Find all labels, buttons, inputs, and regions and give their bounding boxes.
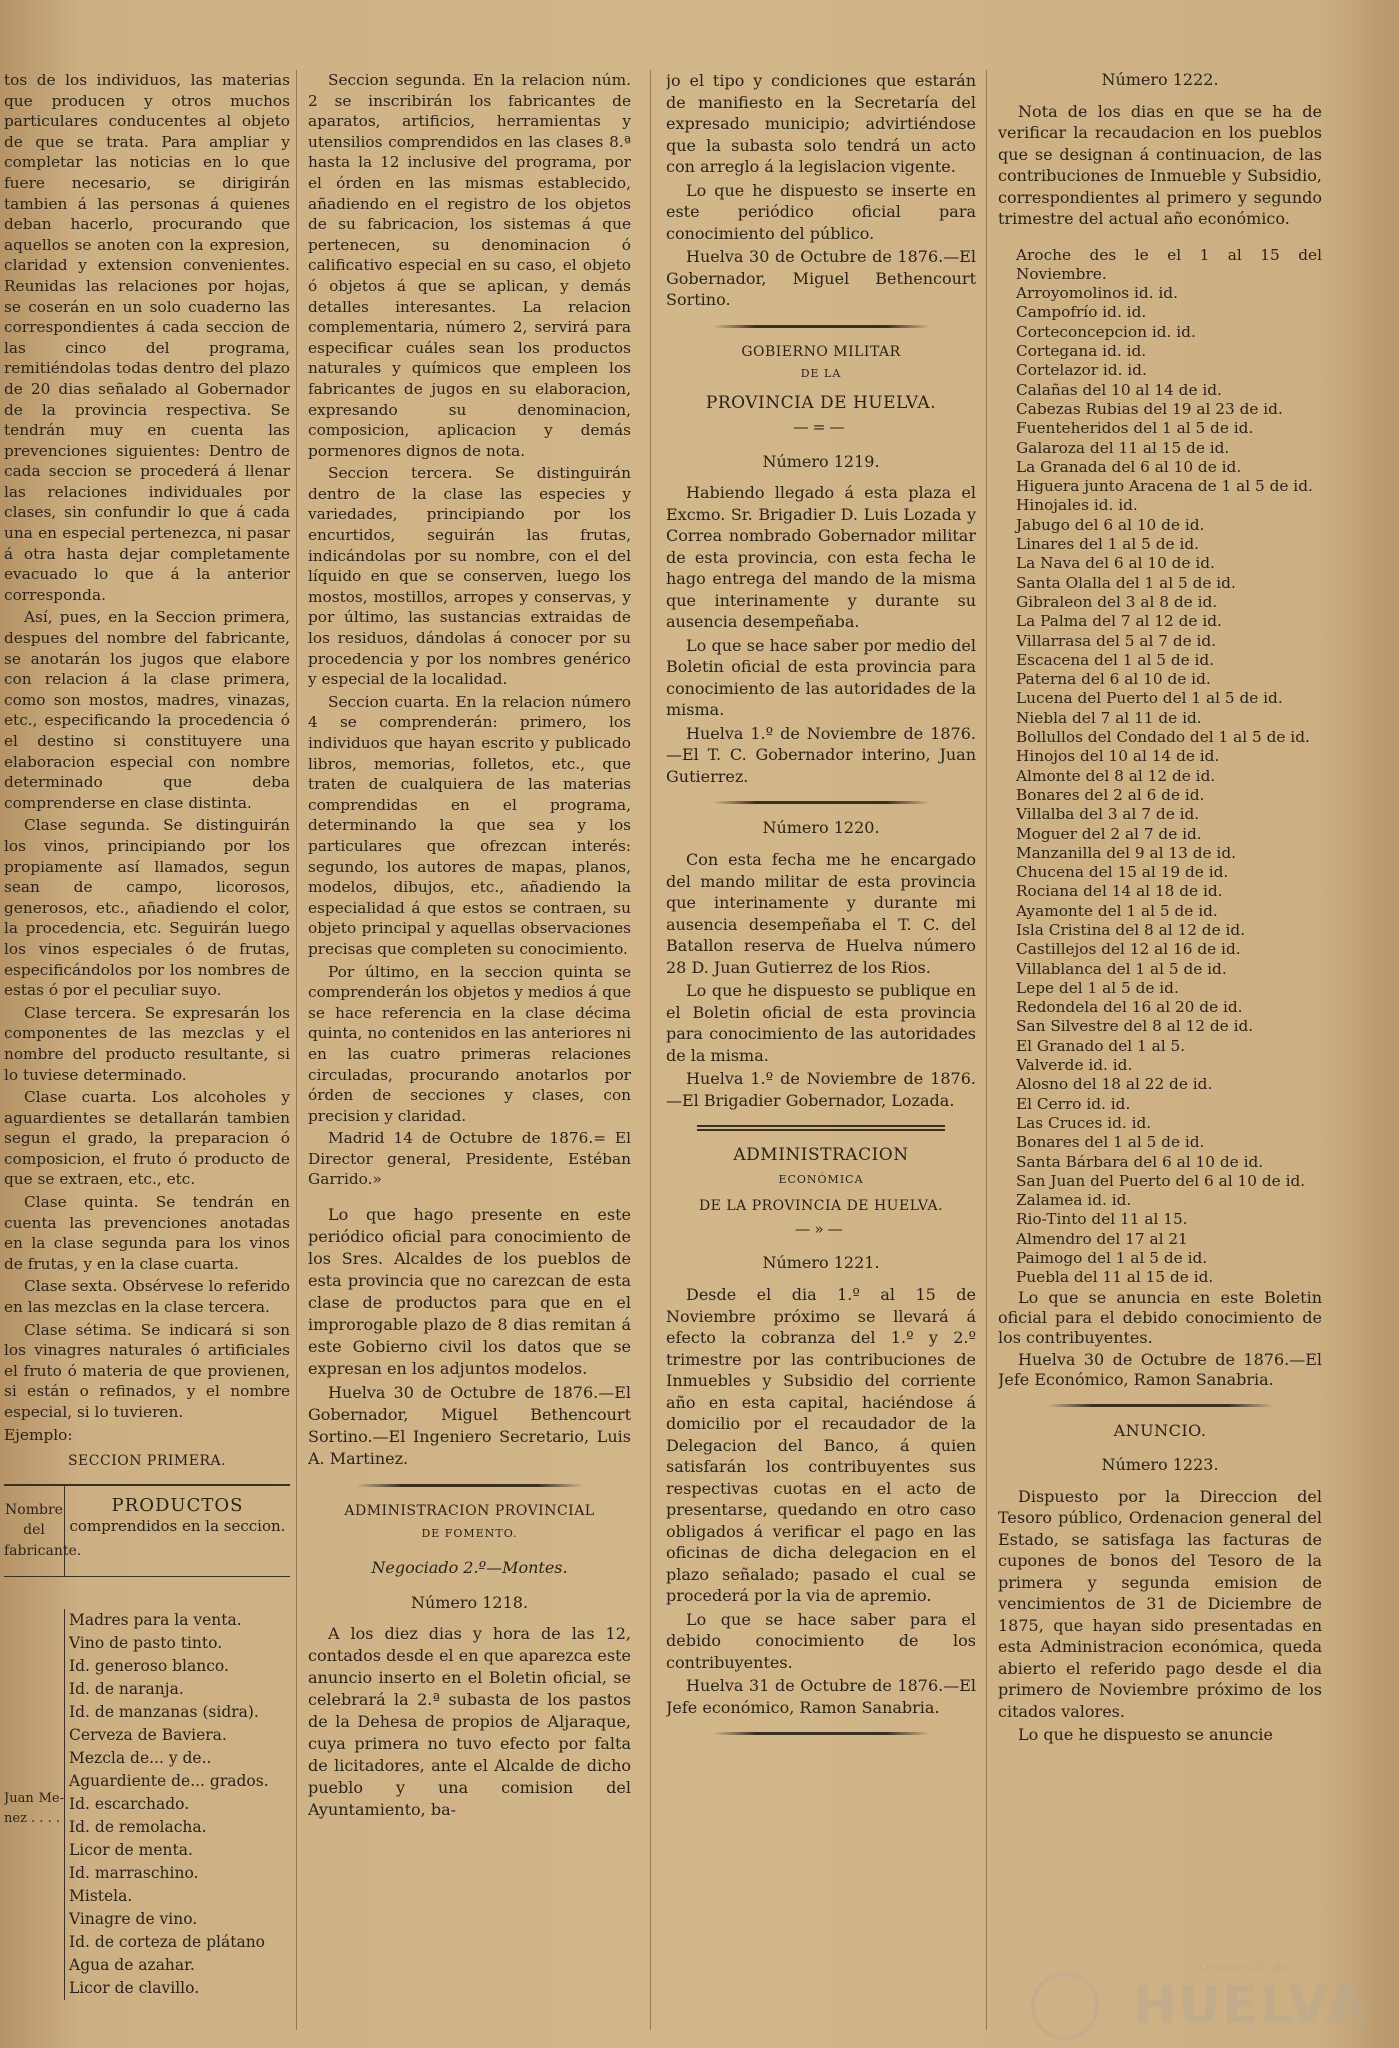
paragraph: Seccion segunda. En la relacion núm. 2 se inscribirán los fabricantes de aparatos, artificios, herramientas y utensilios comprendidos en las clases 8.ª hasta la 12 inclusive del programa, por el órden en las mismas establecido, añadiendo en el registro de los objetos de su fabricacion, los sistemas á que pertenecen, su denominacion ó calificativo especial en su caso, el objeto ó objetos á que se aplican, y demás detalles interesantes. La relacion complementaria, número 2, servirá para especificar cuáles sean los productos naturales y químicos que empleen los fabricantes de jugos en su elaboracion, expresando su denominacion, composicion, aplicacion y demás pormenores dignos de nota. <box>308 71 631 460</box>
table-cell-fabricante: Juan Me- nez . . . . <box>4 1790 64 1827</box>
table-header-fabricante: Nombre del fabricante. <box>4 1486 65 1576</box>
town-item: Bonares del 2 al 6 de id. <box>1016 785 1205 804</box>
table-header-subtitle: comprendidos en la seccion. <box>69 1517 286 1536</box>
town-item: Bonares del 1 al 5 de id. <box>1016 1133 1205 1152</box>
heading-fomento: DE FOMENTO. <box>421 1526 518 1540</box>
town-item: Lepe del 1 al 5 de id. <box>1016 978 1179 997</box>
towns-list <box>998 246 1322 1288</box>
heading-provincia: PROVINCIA DE HUELVA. <box>705 392 937 413</box>
town-item: Paterna del 6 al 10 de id. <box>1016 670 1211 689</box>
town-item: Corteconcepcion id. id. <box>1016 322 1196 341</box>
town-item: Almonte del 8 al 12 de id. <box>1016 766 1216 785</box>
town-item: Hinojos del 10 al 14 de id. <box>1016 747 1220 766</box>
town-item: Paimogo del 1 al 5 de id. <box>1016 1249 1208 1268</box>
watermark-logo: HUELVA <box>1132 1976 1369 2036</box>
product-item: Id. de naranja. <box>69 1679 184 1698</box>
town-item: Isla Cristina del 8 al 12 de id. <box>1016 920 1246 939</box>
paragraph: Madrid 14 de Octubre de 1876.= El Director general, Presidente, Estéban Garrido.» <box>308 1129 631 1189</box>
number-1221: Número 1221. <box>762 1253 880 1273</box>
town-item: Santa Olalla del 1 al 5 de id. <box>1016 573 1236 592</box>
product-item: Id. marraschino. <box>69 1863 199 1882</box>
town-item: Manzanilla del 9 al 13 de id. <box>1016 843 1236 862</box>
town-item: Las Cruces id. id. <box>1016 1113 1152 1132</box>
paragraph: Clase sétima. Se indicará si son los vinagres naturales ó artificiales el fruto ó materia de que provienen, si están o refinados, y el nombre especial, si lo tuvieren. <box>4 1320 290 1421</box>
town-item: Castillejos del 12 al 16 de id. <box>1016 940 1241 959</box>
town-item: La Palma del 7 al 12 de id. <box>1016 612 1222 631</box>
town-item: Redondela del 16 al 20 de id. <box>1016 998 1243 1017</box>
product-item: Madres para la venta. <box>69 1610 242 1629</box>
paragraph: Ejemplo: <box>4 1425 73 1444</box>
paragraph: Huelva 31 de Octubre de 1876.—El Jefe económico, Ramon Sanabria. <box>666 1676 976 1717</box>
product-item: Id. generoso blanco. <box>69 1656 229 1675</box>
divider-rule <box>713 801 930 804</box>
town-item: Jabugo del 6 al 10 de id. <box>1016 515 1205 534</box>
town-item: Arroyomolinos id. id. <box>1016 284 1178 303</box>
town-item: Calañas del 10 al 14 de id. <box>1016 380 1222 399</box>
town-item: La Granada del 6 al 10 de id. <box>1016 457 1242 476</box>
town-item: Aroche des le el 1 al 15 del Noviembre. <box>1016 245 1322 283</box>
paragraph: Huelva 30 de Octubre de 1876.—El Gobernador, Miguel Bethencourt Sortino.—El Ingeniero Secretario, Luis A. Martinez. <box>308 1383 631 1469</box>
paragraph: Lo que se hace saber para el debido conocimiento de los contribuyentes. <box>666 1609 976 1672</box>
paragraph: Lo que hago presente en este periódico oficial para conocimiento de los Sres. Alcaldes de los pueblos de esta provincia que no carezcan de esta clase de productos para que en el improrogable plazo de 8 dias remitan á este Gobierno civil los datos que se expresan en los adjuntos modelos. <box>308 1205 631 1379</box>
product-item: Id. de corteza de plátano <box>69 1932 266 1951</box>
paragraph: jo el tipo y condiciones que estarán de manifiesto en la Secretaría del expresado municipio; advirtiéndose que la subasta solo tendrá un acto con arreglo á la legislacion vigente. <box>666 71 976 176</box>
product-item: Mezcla de... y de.. <box>69 1748 212 1767</box>
heading-anuncio: ANUNCIO. <box>1113 1420 1207 1440</box>
number-1222: Número 1222. <box>1101 70 1219 89</box>
town-item: Campofrío id. id. <box>1016 303 1147 322</box>
product-item: Vino de pasto tinto. <box>69 1633 223 1652</box>
column-3 <box>666 70 976 2030</box>
heading-de-la: DE LA <box>800 367 842 381</box>
town-item: Higuera junto Aracena de 1 al 5 de id. <box>1016 477 1313 496</box>
divider-rule <box>713 1732 930 1735</box>
town-item: Villalba del 3 al 7 de id. <box>1016 805 1200 824</box>
town-item: San Silvestre del 8 al 12 de id. <box>1016 1017 1254 1036</box>
heading-negociado: Negociado 2.º—Montes. <box>371 1558 568 1578</box>
product-item: Id. de manzanas (sidra). <box>69 1702 259 1721</box>
paragraph: Nota de los dias en que se ha de verificar la recaudacion en los pueblos que se designan á continuacion, de las contribuciones de Inmueble y Subsidio, correspondientes al primero y segundo trimestre del actual año económico. <box>998 101 1322 229</box>
paragraph: Lo que se hace saber por medio del Boletin oficial de esta provincia para conocimiento de las autoridades de la misma. <box>666 635 976 720</box>
table-header-title: PRODUCTOS <box>111 1494 244 1516</box>
product-item: Mistela. <box>69 1886 133 1905</box>
number-1223: Número 1223. <box>1101 1455 1219 1475</box>
town-item: Alosno del 18 al 22 de id. <box>1016 1075 1213 1094</box>
town-item: Gibraleon del 3 al 8 de id. <box>1016 592 1218 611</box>
paragraph: Seccion tercera. Se distinguirán dentro de la clase las especies y variedades, principiando por los encurtidos, seguirán las frutas, indicándolas por su nombre, con el del líquido en que se conserven, luego los mostos, mostillos, arropes y conservas, y por último, las sustancias extraidas de los residuos, dándolas á conocer por su procedencia y por los nombres genérico y especial de la localidad. <box>308 464 631 689</box>
town-item: Hinojales id. id. <box>1016 496 1138 515</box>
paragraph: Clase segunda. Se distinguirán los vinos, principiando por los propiamente así llamados, segun sean de campo, licorosos, generosos, etc., añadiendo el color, la procedencia, etc. Seguirán luego los vinos especiales ó de frutas, especificándolos por los nombres de estas ó por el peculiar suyo. <box>4 816 290 1000</box>
town-item: Villarrasa del 5 al 7 de id. <box>1016 631 1217 650</box>
watermark-seal <box>1031 1972 1099 2040</box>
town-item: Chucena del 15 al 19 de id. <box>1016 863 1229 882</box>
town-item: Villablanca del 1 al 5 de id. <box>1016 959 1227 978</box>
town-item: El Granado del 1 al 5. <box>1016 1036 1186 1055</box>
town-item: Rio-Tinto del 11 al 15. <box>1016 1210 1188 1229</box>
product-item: Vinagre de vino. <box>69 1909 198 1928</box>
town-item: Cortegana id. id. <box>1016 342 1147 361</box>
town-item: Escacena del 1 al 5 de id. <box>1016 650 1215 669</box>
paragraph: Lo que he dispuesto se inserte en este periódico oficial para conocimiento del público. <box>666 180 976 243</box>
ornament: —»— <box>795 1219 847 1238</box>
paragraph: Lo que he dispuesto se publique en el Boletin oficial de esta provincia para conocimiento de las autoridades de la misma. <box>666 981 976 1065</box>
divider-rule <box>1047 1404 1274 1407</box>
paragraph: Huelva 1.º de Noviembre de 1876.—El Brigadier Gobernador, Lozada. <box>666 1069 976 1110</box>
column-1 <box>4 70 290 2030</box>
paragraph: Seccion cuarta. En la relacion número 4 se comprenderán: primero, los individuos que hayan escrito y publicado libros, memorias, folletos, etc., que traten de cualquiera de las materias comprendidas en el programa, determinando la que sea y los particulares que ofrezcan interés: segundo, los autores de mapas, planos, modelos, dibujos, etc., añadiendo la especialidad á que estos se contraen, su objeto principal y aquellas observaciones precisas que completen su conocimiento. <box>308 692 631 958</box>
product-item: Id. de remolacha. <box>69 1817 207 1836</box>
town-item: Zalamea id. id. <box>1016 1191 1132 1210</box>
table-body <box>4 1609 290 2000</box>
town-item: Ayamonte del 1 al 5 de id. <box>1016 901 1218 920</box>
number-1220: Número 1220. <box>762 818 880 838</box>
divider-rule <box>697 1125 945 1131</box>
heading-administracion: ADMINISTRACION <box>733 1145 909 1166</box>
town-item: Linares del 1 al 5 de id. <box>1016 535 1200 554</box>
divider-rule <box>356 1484 582 1487</box>
town-item: La Nava del 6 al 10 de id. <box>1016 554 1215 573</box>
product-item: Cerveza de Baviera. <box>69 1725 227 1744</box>
table-header <box>4 1486 290 1577</box>
town-item: Puebla del 11 al 15 de id. <box>1016 1268 1214 1287</box>
column-divider <box>296 70 297 2030</box>
paragraph: Clase sexta. Obsérvese lo referido en las mezclas en la clase tercera. <box>4 1277 290 1317</box>
paragraph: Lo que se anuncia en este Boletin oficial para el debido conocimiento de los contribuyentes. <box>998 1287 1322 1347</box>
town-item: Moguer del 2 al 7 de id. <box>1016 824 1202 843</box>
paragraph: Desde el dia 1.º al 15 de Noviembre próximo se llevará á efecto la cobranza del 1.º y 2.º trimestre por las contribuciones de Inmuebles y Subsidio del corriente año en esta capital, haciéndose á domicilio por el recaudador de la Delegacion del Banco, á quien satisfarán los contribuyentes sus respectivas cuotas en el acto de presentarse, quedando en otro caso obligados á verificar el pago en las oficinas de dicha delegacion en el plazo señalado; pasado el cual se procederá por la via de apremio. <box>666 1285 976 1606</box>
table-header-productos <box>65 1486 290 1576</box>
town-item: Santa Bárbara del 6 al 10 de id. <box>1016 1152 1264 1171</box>
paragraph: Por último, en la seccion quinta se comprenderán los objetos y medios á que se hace referencia en la clase décima quinta, no contenidos en las anteriores ni en las cuatro primeras relaciones circuladas, procurando anotarlos por órden de secciones y clases, con precision y claridad. <box>308 962 631 1125</box>
product-item: Licor de clavillo. <box>69 1978 200 1997</box>
ornament: —=— <box>793 418 849 437</box>
product-item: Agua de azahar. <box>69 1955 195 1974</box>
paragraph: Huelva 30 de Octubre de 1876.—El Jefe Económico, Ramon Sanabria. <box>998 1349 1322 1389</box>
paragraph: A los diez dias y hora de las 12, contados desde el en que aparezca este anuncio inserto en el Boletin oficial, se celebrará la 2.ª subasta de los pastos de la Dehesa de propios de Aljaraque, cuya primera no tuvo efecto por falta de licitadores, ante el Alcalde de dicho pueblo y una comision del Ayuntamiento, ba- <box>308 1624 631 1820</box>
number-1219: Número 1219. <box>762 451 880 471</box>
products-list <box>64 1609 290 2000</box>
town-item: San Juan del Puerto del 6 al 10 de id. <box>1016 1171 1306 1190</box>
product-item: Aguardiente de... grados. <box>69 1771 269 1790</box>
town-item: Niebla del 7 al 11 de id. <box>1016 708 1202 727</box>
town-item: Rociana del 14 al 18 de id. <box>1016 882 1223 901</box>
heading-gobierno-militar: GOBIERNO MILITAR <box>741 343 901 360</box>
product-item: Id. escarchado. <box>69 1794 190 1813</box>
paragraph: Huelva 30 de Octubre de 1876.—El Gobernador, Miguel Bethencourt Sortino. <box>666 247 976 309</box>
paragraph: tos de los individuos, las materias que producen y otros muchos particulares conducentes al objeto de que se trata. Para ampliar y completar las noticias en lo que fuere necesario, se dirigirán tambien á las personas á quienes deban hacerlo, procurando que aquellos se anoten con la expresion, claridad y extension convenientes. Reunidas las relaciones por hojas, se coserán en un solo cuaderno las correspondientes á cada seccion de las cinco del programa, remitiéndolas todas dentro del plazo de 20 dias señalado al Gobernador de la provincia respectiva. Se tendrán muy en cuenta las prevenciones siguientes: Dentro de cada seccion se procederá á llenar las relaciones individuales por clases, sin confundir lo que á cada una en especial pertenezca, ni pasar á otra hasta dejar completamente evacuado lo que á la anterior corresponda. <box>4 71 290 604</box>
heading-economica: ECONÓMICA <box>778 1172 864 1186</box>
column-divider <box>650 70 651 2030</box>
column-divider <box>986 70 987 2030</box>
town-item: Fuenteheridos del 1 al 5 de id. <box>1016 419 1254 438</box>
products-table <box>4 1484 290 2000</box>
town-item: Almendro del 17 al 21 <box>1016 1229 1188 1248</box>
paragraph: Clase cuarta. Los alcoholes y aguardientes se detallarán tambien segun el grado, la preparacion ó composicion, el fruto ó producto de que se extraen, etc., etc. <box>4 1088 290 1189</box>
divider-rule <box>713 325 930 328</box>
paragraph: Dispuesto por la Direccion del Tesoro público, Ordenacion general del Estado, se satisfaga las facturas de cupones de bonos del Tesoro de la primera y segunda emision de vencimientos de 31 de Diciembre de 1875, que hayan sido presentadas en esta Administracion económica, queda abierto el referido pago desde el dia primero de Noviembre próximo de los citados valores. <box>998 1486 1322 1721</box>
heading-admin-provincial: ADMINISTRACION PROVINCIAL <box>344 1503 595 1520</box>
paragraph: Lo que he dispuesto se anuncie <box>1018 1725 1274 1745</box>
paragraph: Así, pues, en la Seccion primera, despues del nombre del fabricante, se anotarán los jugos que elabore con relacion á la clase primera, como son mostos, madres, vinazas, etc., especificando la procedencia ó el destino si constituyere una elaboracion especial con nombre determinado que deba comprenderse en clase distinta. <box>4 608 290 812</box>
town-item: El Cerro id. id. <box>1016 1094 1131 1113</box>
town-item: Valverde id. id. <box>1016 1056 1133 1075</box>
paragraph: Clase tercera. Se expresarán los componentes de las mezclas y el nombre del producto resultante, si lo tuviese determinado. <box>4 1003 290 1084</box>
product-item: Licor de menta. <box>69 1840 193 1859</box>
section-title: SECCION PRIMERA. <box>67 1453 227 1470</box>
paragraph: Habiendo llegado á esta plaza el Excmo. Sr. Brigadier D. Luis Lozada y Correa nombrado Gobernador militar de esta provincia, con esta fecha le hago entrega del mando de la misma que interinamente y durante su ausencia desempeñaba. <box>666 483 976 632</box>
number-1218: Número 1218. <box>410 1592 529 1612</box>
paragraph: Huelva 1.º de Noviembre de 1876.—El T. C. Gobernador interino, Juan Gutierrez. <box>666 723 976 786</box>
town-item: Cortelazor id. id. <box>1016 361 1147 380</box>
town-item: Lucena del Puerto del 1 al 5 de id. <box>1016 689 1283 708</box>
town-item: Galaroza del 11 al 15 de id. <box>1016 438 1230 457</box>
paragraph: Con esta fecha me he encargado del mando militar de esta provincia que interinamente y durante mi ausencia desempeñaba el T. C. del Batallon reserva de Huelva número 28 D. Juan Gutierrez de los Rios. <box>666 850 976 977</box>
paragraph: Clase quinta. Se tendrán en cuenta las prevenciones anotadas en la clase segunda para los vinos de frutas, y en la clase cuarta. <box>4 1193 290 1273</box>
heading-provincia-huelva: DE LA PROVINCIA DE HUELVA. <box>698 1198 944 1215</box>
town-item: Cabezas Rubias del 19 al 23 de id. <box>1016 399 1283 418</box>
column-4 <box>998 70 1322 2030</box>
watermark-subtitle: Diputación de <box>1198 1961 1289 1976</box>
town-item: Bollullos del Condado del 1 al 5 de id. <box>1016 728 1310 747</box>
column-2 <box>308 70 631 2030</box>
